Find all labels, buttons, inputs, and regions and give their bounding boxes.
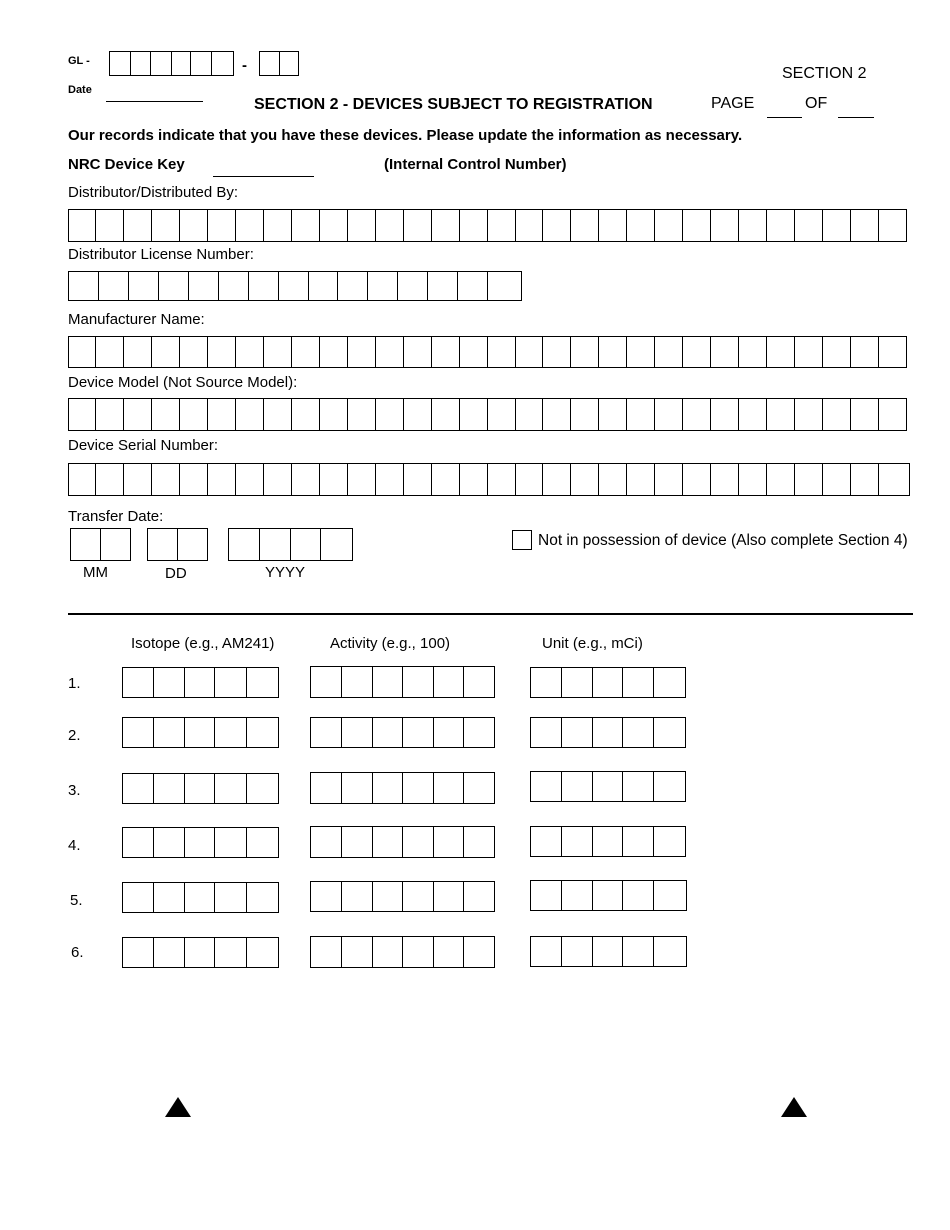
yyyy-label: YYYY (265, 564, 306, 581)
section-tag: SECTION 2 (782, 65, 867, 82)
page-total-line[interactable] (838, 117, 874, 118)
serial-boxes[interactable] (68, 463, 910, 496)
not-in-possession-label: Not in possession of device (Also complete Section 4) (538, 532, 908, 549)
row-number: 2. (68, 727, 81, 744)
activity-boxes[interactable] (310, 936, 495, 968)
page-title: SECTION 2 - DEVICES SUBJECT TO REGISTRATION (254, 96, 653, 113)
date-label: Date (68, 84, 92, 96)
activity-header: Activity (e.g., 100) (330, 635, 451, 652)
activity-boxes[interactable] (310, 717, 495, 748)
device-key-line[interactable] (213, 176, 314, 177)
manufacturer-boxes[interactable] (68, 336, 907, 368)
registration-mark-left-icon (165, 1097, 191, 1117)
isotope-boxes[interactable] (122, 882, 279, 913)
manufacturer-label: Manufacturer Name: (68, 311, 205, 328)
row-number: 3. (68, 782, 81, 799)
isotope-boxes[interactable] (122, 717, 279, 748)
distributor-label: Distributor/Distributed By: (68, 184, 239, 201)
date-line[interactable] (106, 101, 203, 102)
mm-label: MM (83, 564, 108, 581)
isotope-boxes[interactable] (122, 667, 279, 698)
device-key-note: (Internal Control Number) (384, 156, 567, 173)
unit-boxes[interactable] (530, 936, 687, 967)
isotope-header: Isotope (e.g., AM241) (131, 635, 275, 652)
dd-label: DD (165, 565, 187, 582)
activity-boxes[interactable] (310, 666, 495, 698)
gl-number-boxes[interactable] (109, 51, 234, 76)
unit-header: Unit (e.g., mCi) (542, 635, 643, 652)
license-label: Distributor License Number: (68, 246, 254, 263)
model-label: Device Model (Not Source Model): (68, 374, 298, 391)
row-number: 5. (70, 892, 83, 909)
transfer-year-boxes[interactable] (228, 528, 353, 561)
transfer-month-boxes[interactable] (70, 528, 131, 561)
of-label: OF (805, 95, 828, 112)
isotope-boxes[interactable] (122, 937, 279, 968)
not-in-possession-checkbox[interactable] (512, 530, 532, 550)
model-boxes[interactable] (68, 398, 907, 431)
activity-boxes[interactable] (310, 826, 495, 858)
device-key-label: NRC Device Key (68, 156, 185, 173)
isotope-boxes[interactable] (122, 773, 279, 804)
page-number-line[interactable] (767, 117, 802, 118)
unit-boxes[interactable] (530, 826, 686, 857)
row-number: 6. (71, 944, 84, 961)
gl-suffix-boxes[interactable] (259, 51, 299, 76)
registration-mark-right-icon (781, 1097, 807, 1117)
transfer-date-label: Transfer Date: (68, 508, 164, 525)
distributor-boxes[interactable] (68, 209, 907, 242)
activity-boxes[interactable] (310, 881, 495, 912)
gl-dash: - (242, 57, 247, 74)
page-label: PAGE (711, 95, 755, 112)
serial-label: Device Serial Number: (68, 437, 219, 454)
unit-boxes[interactable] (530, 771, 686, 802)
row-number: 1. (68, 675, 81, 692)
activity-boxes[interactable] (310, 772, 495, 804)
unit-boxes[interactable] (530, 667, 686, 698)
gl-label: GL - (68, 55, 90, 67)
transfer-day-boxes[interactable] (147, 528, 208, 561)
isotope-boxes[interactable] (122, 827, 279, 858)
unit-boxes[interactable] (530, 717, 686, 748)
section-divider (68, 613, 913, 615)
row-number: 4. (68, 837, 81, 854)
unit-boxes[interactable] (530, 880, 687, 911)
license-boxes[interactable] (68, 271, 522, 301)
intro-text: Our records indicate that you have these devices. Please update the information as necessary. (68, 127, 743, 144)
